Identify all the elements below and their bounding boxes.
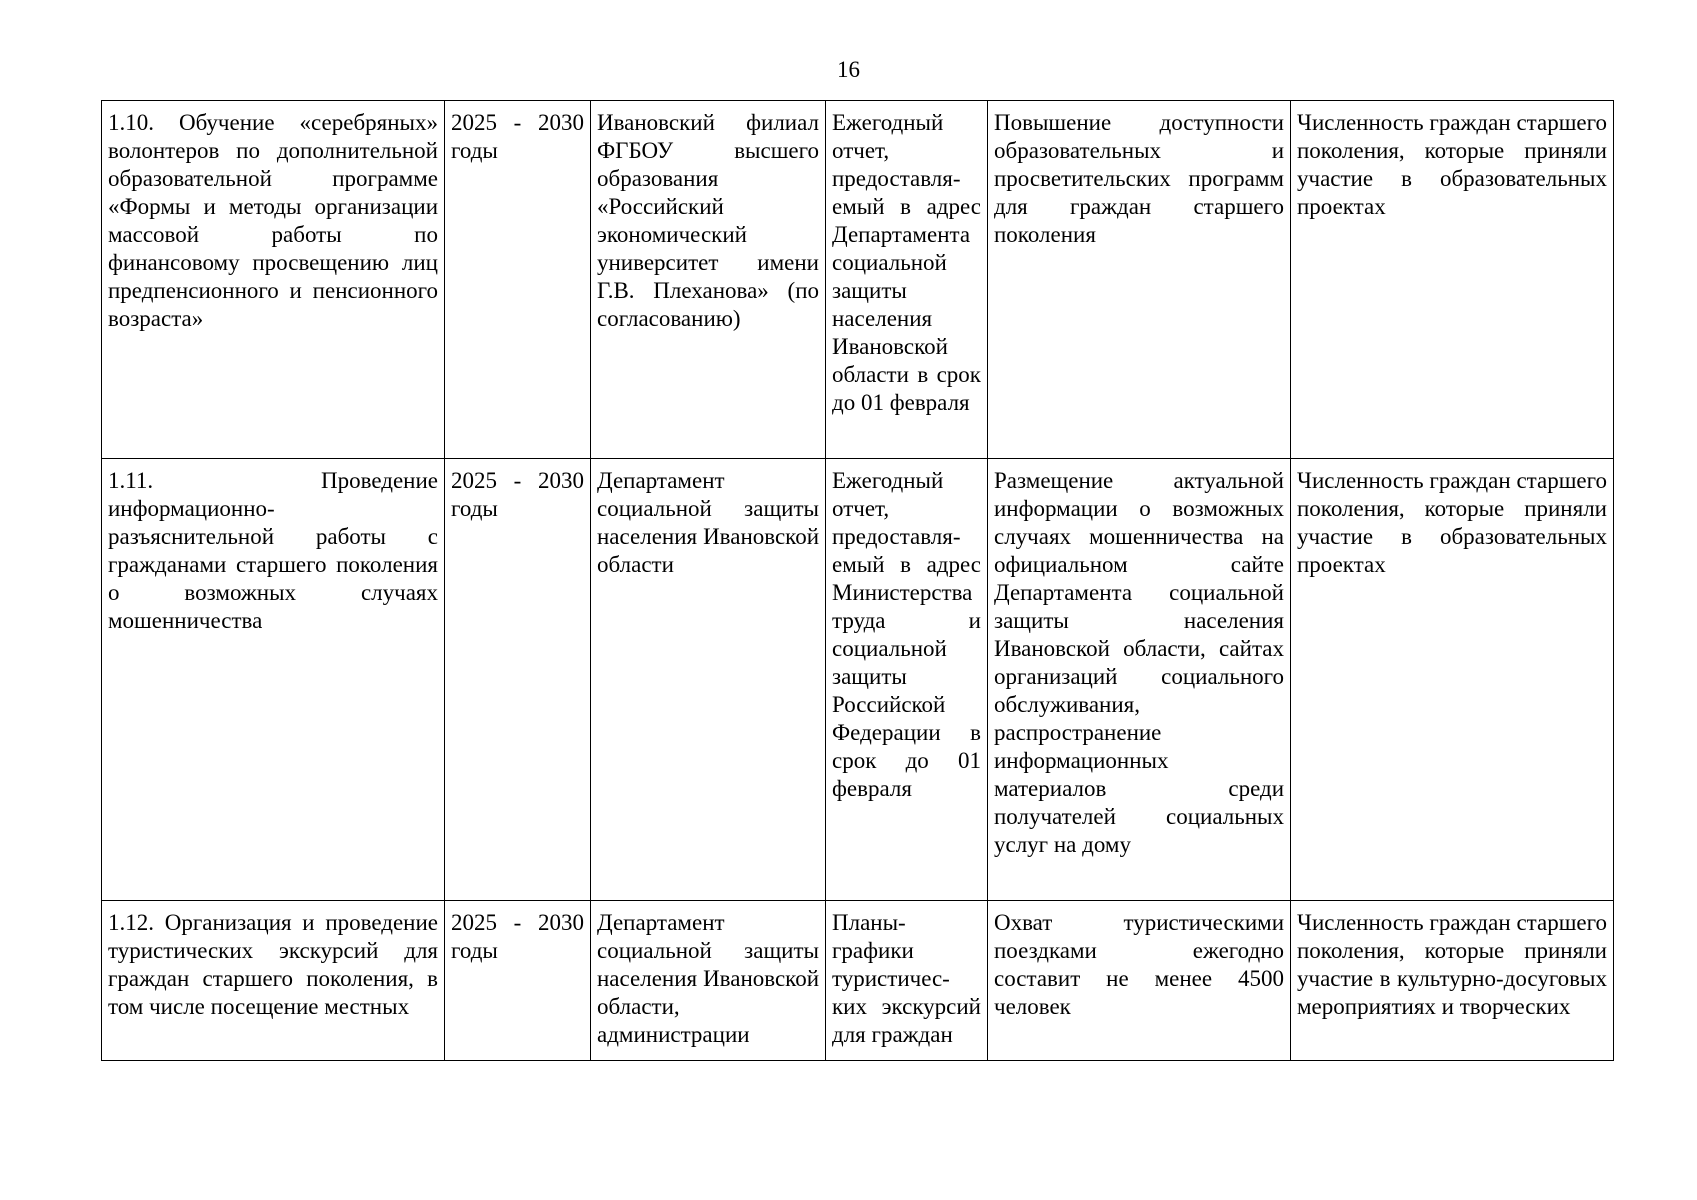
- indicator-text: Численность граждан старшего поколения, которые приняли участие в образовательных проектах: [1297, 110, 1607, 219]
- period-cell: [445, 459, 591, 901]
- table-row: [102, 101, 1614, 459]
- result-text: Повышение доступности образовательных и просветительских программ для граждан старшего поколения: [994, 110, 1284, 247]
- executor-text: Ивановский филиал ФГБОУ высшего образования «Российский экономический университет имени Г.В. Плеханова» (по согласованию): [597, 110, 819, 331]
- executor-cell: [591, 101, 826, 459]
- plan-table: [101, 100, 1614, 1061]
- activity-text: 1.12. Организация и проведение туристических экскурсий для граждан старшего поколения, в том числе посещение местных: [108, 910, 438, 1019]
- result-text: Охват туристическими поездками ежегодно составит не менее 4500 человек: [994, 910, 1284, 1019]
- executor-cell: [591, 459, 826, 901]
- period-cell: [445, 101, 591, 459]
- indicator-cell: [1291, 459, 1614, 901]
- activity-cell: [102, 459, 445, 901]
- result-cell: [988, 459, 1291, 901]
- executor-cell: [591, 901, 826, 1061]
- indicator-cell: [1291, 901, 1614, 1061]
- activity-cell: [102, 101, 445, 459]
- executor-text: Департамент социальной защиты населения Ивановской области, администрации: [597, 910, 819, 1047]
- reporting-text: Ежегодный отчет, предоставля-емый в адрес Департамента социальной защиты населения Ивановской области в срок до 01 февраля: [832, 110, 981, 415]
- reporting-text: Планы-графики туристичес-ких экскурсий для граждан: [832, 910, 981, 1047]
- indicator-cell: [1291, 101, 1614, 459]
- indicator-text: Численность граждан старшего поколения, которые приняли участие в образовательных проектах: [1297, 468, 1607, 577]
- result-cell: [988, 101, 1291, 459]
- activity-text: 1.10. Обучение «серебряных» волонтеров по дополнительной образовательной программе «Формы и методы организации массовой работы по финансовому просвещению лиц предпенсионного и пенсионного возраста»: [108, 110, 438, 331]
- reporting-text: Ежегодный отчет, предоставля-емый в адрес Министерства труда и социальной защиты Российской Федерации в срок до 01 февраля: [832, 468, 981, 801]
- page-number: 16: [837, 57, 860, 82]
- period-text: 2025 - 2030 годы: [451, 910, 584, 963]
- executor-text: Департамент социальной защиты населения Ивановской области: [597, 468, 819, 577]
- activity-cell: [102, 901, 445, 1061]
- table-row: [102, 459, 1614, 901]
- result-text: Размещение актуальной информации о возможных случаях мошенничества на официальном сайте Департамента социальной защиты населения Ивановской области, сайтах организаций социального обслуживания, распространение информационных материалов среди получателей социальных услуг на дому: [994, 468, 1284, 857]
- activity-text: 1.11. Проведение информационно-разъяснительной работы с гражданами старшего поколения о возможных случаях мошенничества: [108, 468, 438, 633]
- reporting-cell: [826, 459, 988, 901]
- period-text: 2025 - 2030 годы: [451, 468, 584, 521]
- table-row: [102, 901, 1614, 1061]
- reporting-cell: [826, 901, 988, 1061]
- period-cell: [445, 901, 591, 1061]
- period-text: 2025 - 2030 годы: [451, 110, 584, 163]
- result-cell: [988, 901, 1291, 1061]
- indicator-text: Численность граждан старшего поколения, которые приняли участие в культурно-досуговых мероприятиях и творческих: [1297, 910, 1607, 1019]
- reporting-cell: [826, 101, 988, 459]
